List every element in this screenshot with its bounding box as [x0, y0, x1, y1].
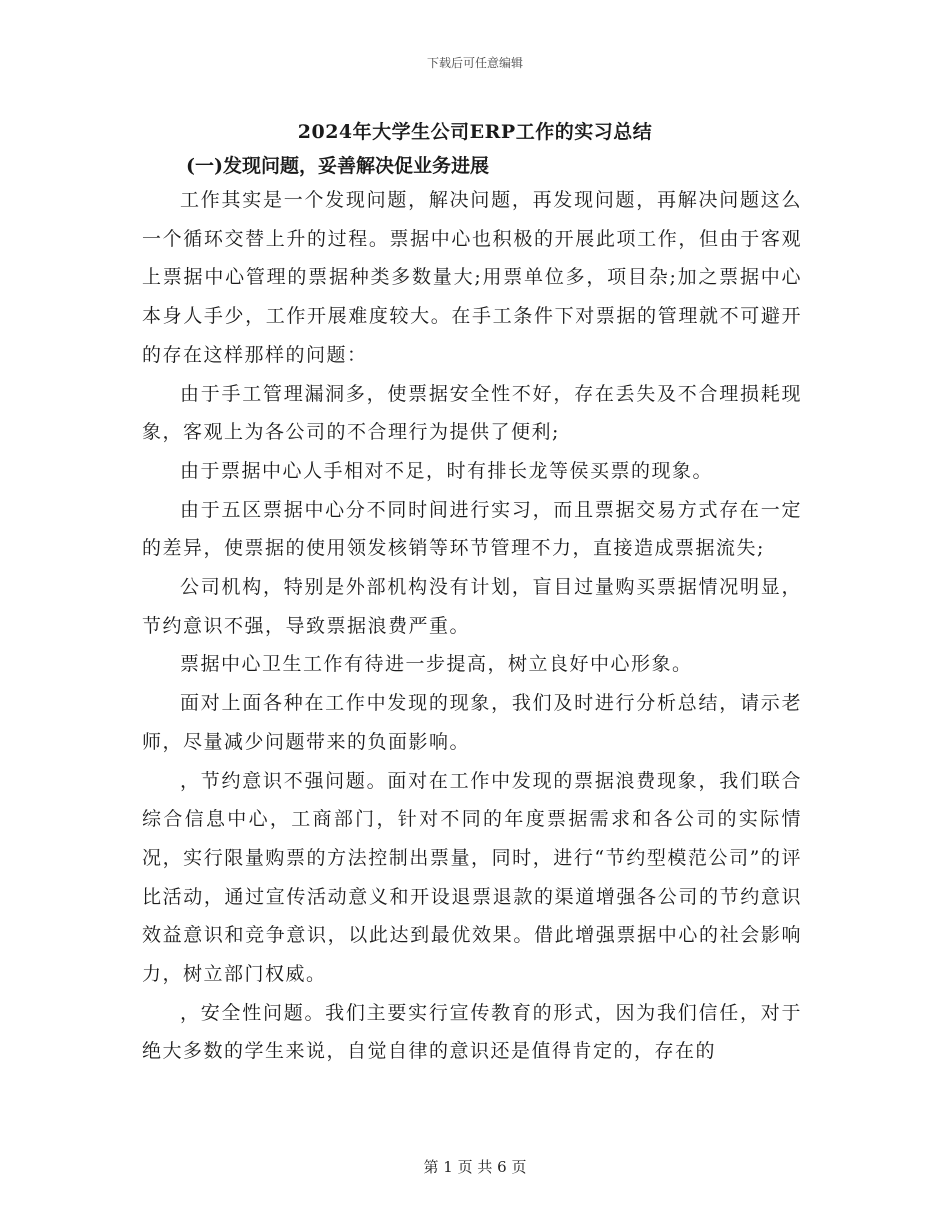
section-heading: (一)发现问题，妥善解决促业务进展 — [186, 155, 489, 177]
paragraph: 由于票据中心人手相对不足，时有排长龙等侯买票的现象。 — [180, 459, 714, 482]
paragraph: 工作其实是一个发现问题，解决问题，再发现问题，再解决问题这么一个循环交替上升的过程。票据中心也积极的开展此项工作，但由于客观上票据中心管理的票据种类多数量大;用票单位多，项目杂;加之票据中心本身人手少，工作开展难度较大。在手工条件下对票据的管理就不可避开的存在这样那样的问题： — [142, 189, 802, 366]
document-body — [142, 181, 802, 1071]
paragraph: 票据中心卫生工作有待进一步提高，树立良好中心形象。 — [180, 653, 693, 676]
paragraph: 面对上面各种在工作中发现的现象，我们及时进行分析总结，请示老师，尽量减少问题带来的负面影响。 — [142, 692, 802, 753]
paragraph: 由于手工管理漏洞多，使票据安全性不好，存在丢失及不合理损耗现象，客观上为各公司的不合理行为提供了便利; — [142, 382, 802, 444]
paragraph: 公司机构，特别是外部机构没有计划，盲目过量购买票据情况明显，节约意识不强，导致票据浪费严重。 — [142, 576, 802, 637]
page-number: 第 1 页 共 6 页 — [423, 1158, 527, 1176]
document-title: 2024年大学生公司ERP工作的实习总结 — [297, 121, 653, 143]
header-note: 下载后可任意编辑 — [426, 56, 523, 70]
paragraph: 由于五区票据中心分不同时间进行实习，而且票据交易方式存在一定的差异，使票据的使用领发核销等环节管理不力，直接造成票据流失; — [142, 498, 802, 560]
paragraph: ，节约意识不强问题。面对在工作中发现的票据浪费现象，我们联合综合信息中心，工商部门，针对不同的年度票据需求和各公司的实际情况，实行限量购票的方法控制出票量，同时，进行“节约型模范公司”的评比活动，通过宣传活动意义和开设退票退款的渠道增强各公司的节约意识效益意识和竞争意识，以此达到最优效果。借此增强票据中心的社会影响力，树立部门权威。 — [142, 769, 802, 986]
paragraph: ，安全性问题。我们主要实行宣传教育的形式，因为我们信任，对于绝大多数的学生来说，自觉自律的意识还是值得肯定的，存在的 — [142, 1001, 802, 1063]
